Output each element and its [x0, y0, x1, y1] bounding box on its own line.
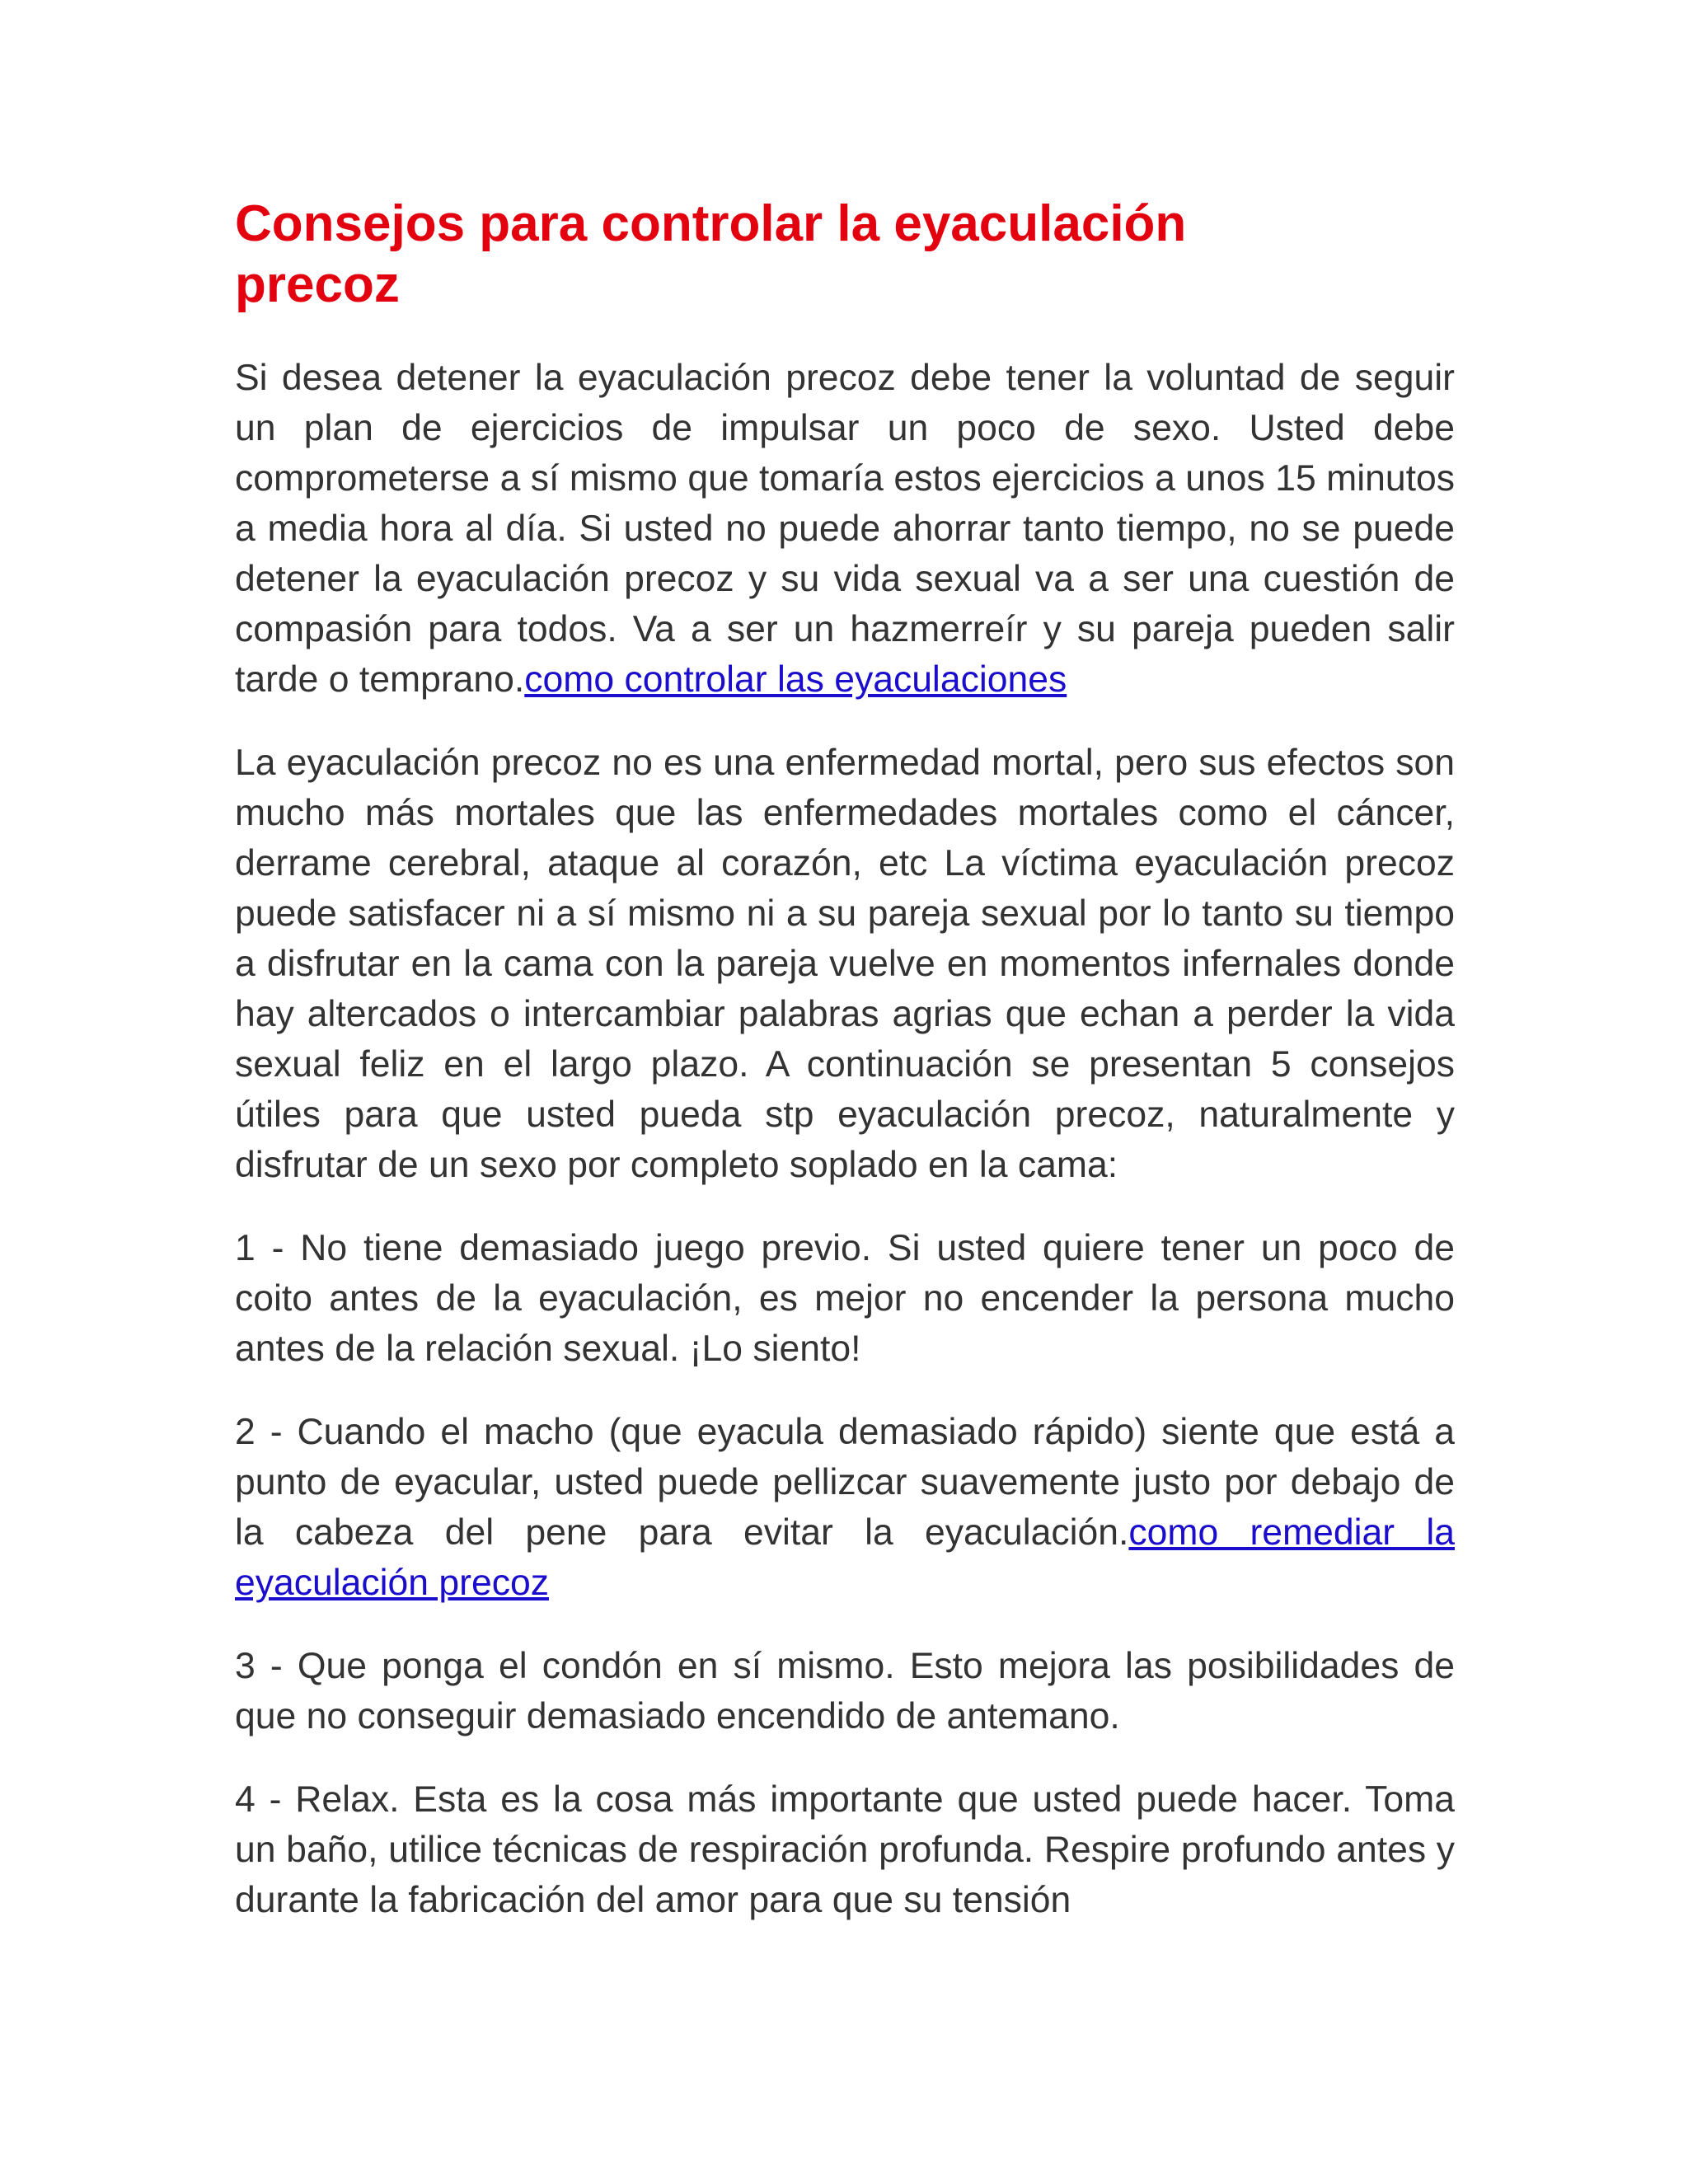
document-page [235, 194, 1455, 1925]
paragraph-text: 1 - No tiene demasiado juego previo. Si usted quiere tener un poco de coito antes de la eyaculación, es mejor no encender la persona mucho antes de la relación sexual. ¡Lo siento! [235, 1227, 1455, 1369]
link-como-controlar-las-eyaculaciones[interactable]: como controlar las eyaculaciones [524, 658, 1067, 700]
paragraph-consejo-2 [235, 1407, 1455, 1608]
paragraph-efectos [235, 738, 1455, 1190]
paragraph-intro [235, 353, 1455, 705]
page-title: Consejos para controlar la eyaculación precoz [235, 195, 1187, 314]
paragraph-text: 2 - Cuando el macho (que eyacula demasiado rápido) siente que está a punto de eyacular, usted puede pellizcar suavemente justo por debajo de la cabeza del pene para evitar la eyaculación. [235, 1411, 1455, 1553]
paragraph-consejo-3 [235, 1641, 1455, 1741]
paragraph-consejo-4 [235, 1774, 1455, 1925]
paragraph-text: 3 - Que ponga el condón en sí mismo. Esto mejora las posibilidades de que no conseguir demasiado encendido de antemano. [235, 1645, 1455, 1736]
paragraph-text: 4 - Relax. Esta es la cosa más importante que usted puede hacer. Toma un baño, utilice técnicas de respiración profunda. Respire profundo antes y durante la fabricación del amor para que su tensión [235, 1779, 1455, 1920]
paragraph-text: La eyaculación precoz no es una enfermedad mortal, pero sus efectos son mucho más mortales que las enfermedades mortales como el cáncer, derrame cerebral, ataque al corazón, etc La víctima eyaculación precoz puede satisfacer ni a sí mismo ni a su pareja sexual por lo tanto su tiempo a disfrutar en la cama con la pareja vuelve en momentos infernales donde hay altercados o intercambiar palabras agrias que echan a perder la vida sexual feliz en el largo plazo. A continuación se presentan 5 consejos útiles para que usted pueda stp eyaculación precoz, naturalmente y disfrutar de un sexo por completo soplado en la cama: [235, 742, 1455, 1185]
paragraph-consejo-1 [235, 1223, 1455, 1374]
link-como-remediar-la-eyaculacion-precoz[interactable]: como remediar la eyaculación precoz [235, 1511, 1455, 1603]
paragraph-text: Si desea detener la eyaculación precoz debe tener la voluntad de seguir un plan de ejercicios de impulsar un poco de sexo. Usted debe comprometerse a sí mismo que tomaría estos ejercicios a unos 15 minutos a media hora al día. Si usted no puede ahorrar tanto tiempo, no se puede detener la eyaculación precoz y su vida sexual va a ser una cuestión de compasión para todos. Va a ser un hazmerreír y su pareja pueden salir tarde o temprano. [235, 357, 1455, 700]
